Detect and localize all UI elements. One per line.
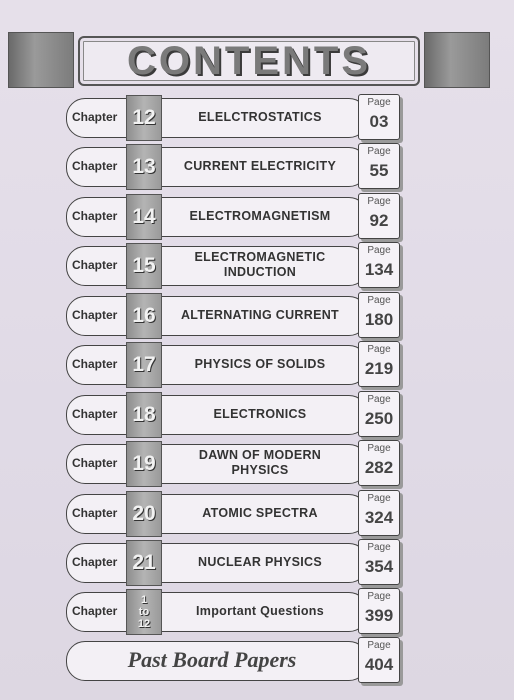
page-box xyxy=(358,341,400,387)
chapter-label: Chapter xyxy=(72,308,118,322)
past-papers-title: Past Board Papers xyxy=(127,647,297,672)
chapter-title: NUCLEAR PHYSICS xyxy=(198,554,322,569)
chapter-title: ELECTROMAGNETISM xyxy=(189,208,331,223)
chapter-range-start: 1 xyxy=(140,594,148,606)
page-label: Page xyxy=(367,443,391,454)
toc-row-chapter-12[interactable] xyxy=(66,98,396,136)
chapter-range-end: 12 xyxy=(137,618,151,630)
chapter-title: ELELCTROSTATICS xyxy=(198,109,322,124)
chapter-number: 12 xyxy=(126,95,162,141)
page-box xyxy=(358,242,400,288)
chapter-title: CURRENT ELECTRICITY xyxy=(183,158,337,173)
chapter-number: 13 xyxy=(126,144,162,190)
page-box xyxy=(358,440,400,486)
chapter-label: Chapter xyxy=(72,258,118,272)
page-box xyxy=(358,143,400,189)
chapter-number: 18 xyxy=(126,392,162,438)
chapter-title: ATOMIC SPECTRA xyxy=(202,505,318,520)
toc-row-chapter-16[interactable] xyxy=(66,296,396,334)
page-label: Page xyxy=(367,640,391,651)
chapter-label: Chapter xyxy=(72,407,118,421)
page-number: 354 xyxy=(364,557,394,576)
chapter-number: 15 xyxy=(126,243,162,289)
toc-row-chapter-20[interactable] xyxy=(66,494,396,532)
page-box xyxy=(358,637,400,683)
contents-banner xyxy=(8,28,490,90)
banner-body xyxy=(78,36,420,86)
page-number: 03 xyxy=(369,112,389,131)
chapter-title: PHYSICS OF SOLIDS xyxy=(194,356,326,371)
chapter-label: Chapter xyxy=(72,110,118,124)
page-label: Page xyxy=(367,542,391,553)
page-title: CONTENTS xyxy=(127,39,371,83)
page-number: 324 xyxy=(364,508,394,527)
toc-row-chapter-14[interactable] xyxy=(66,197,396,235)
chapter-label: Chapter xyxy=(72,506,118,520)
chapter-number: 16 xyxy=(126,293,162,339)
chapter-label: Chapter xyxy=(72,555,118,569)
page-label: Page xyxy=(367,394,391,405)
toc-row-chapter-15[interactable] xyxy=(66,246,396,284)
page-box xyxy=(358,193,400,239)
toc-row-chapter-18[interactable] xyxy=(66,395,396,433)
page-label: Page xyxy=(367,146,391,157)
page-label: Page xyxy=(367,591,391,602)
chapter-number: 19 xyxy=(126,441,162,487)
chapter-title: ELECTRONICS xyxy=(213,406,307,421)
page-label: Page xyxy=(367,196,391,207)
chapter-title: ELECTROMAGNETIC INDUCTION xyxy=(194,250,326,279)
chapter-range xyxy=(126,589,162,635)
chapter-number: 21 xyxy=(126,540,162,586)
page-box xyxy=(358,292,400,338)
page-number: 134 xyxy=(364,260,394,279)
chapter-title: Important Questions xyxy=(196,603,324,618)
chapter-number: 20 xyxy=(126,491,162,537)
chapter-number: 17 xyxy=(126,342,162,388)
banner-left-cap xyxy=(8,32,74,88)
page-number: 55 xyxy=(369,161,389,180)
page-box xyxy=(358,539,400,585)
chapter-range-to: to xyxy=(138,606,150,618)
chapter-title: DAWN OF MODERN PHYSICS xyxy=(198,448,322,477)
page-box xyxy=(358,391,400,437)
page-number: 180 xyxy=(364,310,394,329)
chapter-label: Chapter xyxy=(72,456,118,470)
page-number: 92 xyxy=(369,211,389,230)
banner-right-cap xyxy=(424,32,490,88)
toc-row-important-questions[interactable] xyxy=(66,592,396,630)
chapter-number: 14 xyxy=(126,194,162,240)
chapter-label: Chapter xyxy=(72,357,118,371)
page-label: Page xyxy=(367,97,391,108)
page-label: Page xyxy=(367,493,391,504)
chapter-title: ALTERNATING CURRENT xyxy=(180,307,339,322)
toc-row-chapter-17[interactable] xyxy=(66,345,396,383)
page-number: 219 xyxy=(364,359,394,378)
page-label: Page xyxy=(367,245,391,256)
toc-row-chapter-21[interactable] xyxy=(66,543,396,581)
toc-row-chapter-13[interactable] xyxy=(66,147,396,185)
page-label: Page xyxy=(367,344,391,355)
page-label: Page xyxy=(367,295,391,306)
page-number: 404 xyxy=(364,655,394,674)
page-number: 250 xyxy=(364,409,394,428)
page-box xyxy=(358,490,400,536)
chapter-label: Chapter xyxy=(72,159,118,173)
page-number: 282 xyxy=(364,458,394,477)
page-box xyxy=(358,94,400,140)
chapter-label: Chapter xyxy=(72,209,118,223)
page-number: 399 xyxy=(364,606,394,625)
chapter-label: Chapter xyxy=(72,604,118,618)
toc-row-chapter-19[interactable] xyxy=(66,444,396,482)
toc-row-past-board-papers[interactable] xyxy=(66,641,396,679)
page-box xyxy=(358,588,400,634)
